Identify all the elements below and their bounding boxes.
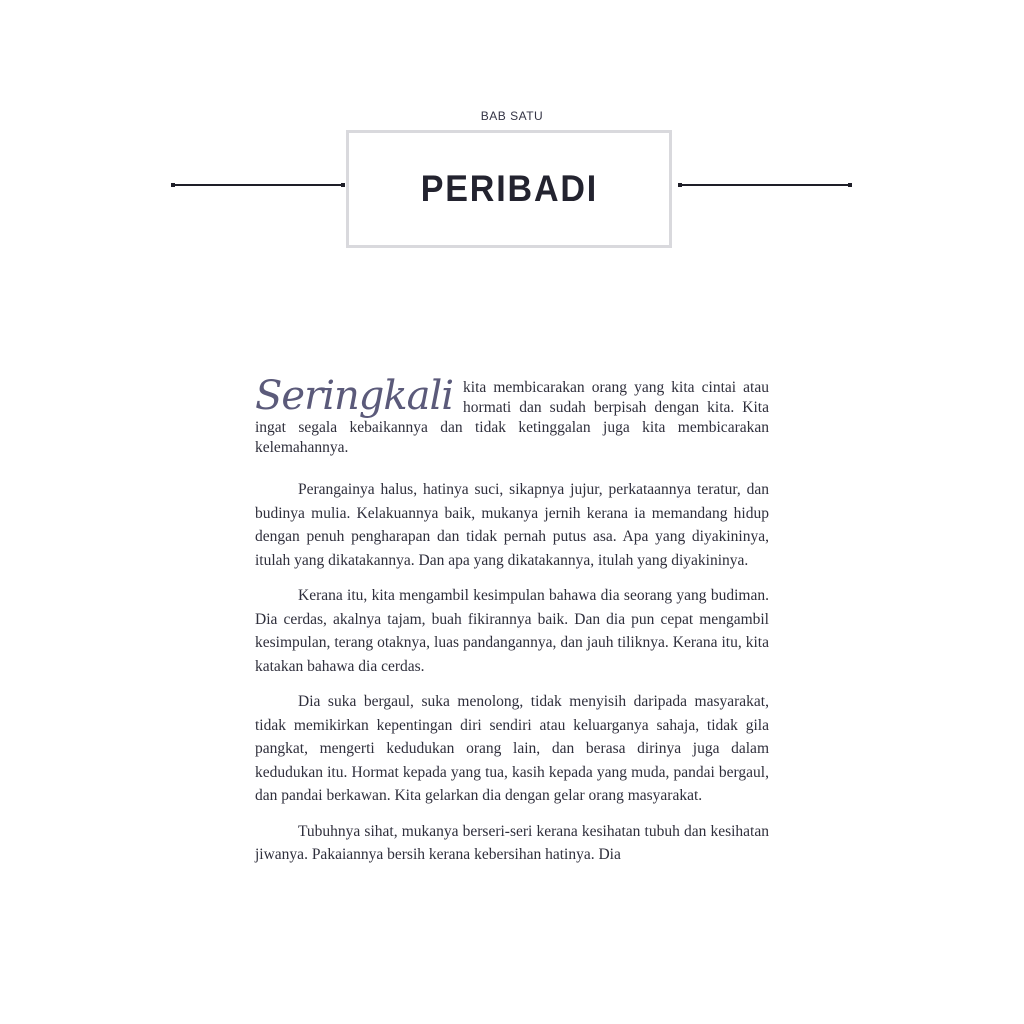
left-divider-line: [171, 184, 345, 186]
chapter-title: PERIBADI: [420, 168, 598, 209]
body-text: [255, 373, 769, 879]
paragraph: Dia suka bergaul, suka menolong, tidak menyisih daripada masyarakat, tidak memikirkan kepentingan diri sendiri atau keluarganya sahaja, tidak gila pangkat, mengerti kedudukan orang lain, dan berasa dirinya juga dalam kedudukan itu. Hormat kepada yang tua, kasih kepada yang muda, pandai bergaul, dan pandai berkawan. Kita gelarkan dia dengan gelar orang masyarakat.: [255, 693, 769, 804]
paragraph: Perangainya halus, hatinya suci, sikapnya jujur, perkataannya teratur, dan budinya mulia. Kelakuannya baik, mukanya jernih kerana ia memandang hidup dengan penuh pengharapan dan tidak pernah putus asa. Apa yang diyakininya, itulah yang dikatakannya. Dan apa yang dikatakannya, itulah yang diyakininya.: [255, 481, 769, 569]
right-divider-line: [678, 184, 852, 186]
paragraph: Tubuhnya sihat, mukanya berseri-seri kerana kesihatan tubuh dan kesihatan jiwanya. Pakaiannya bersih kerana kebersihan hatinya. Dia: [255, 822, 769, 863]
drop-cap-word: Seringkali: [255, 373, 454, 419]
chapter-label: BAB SATU: [480, 109, 544, 123]
paragraph: Kerana itu, kita mengambil kesimpulan bahawa dia seorang yang budiman. Dia cerdas, akalnya tajam, buah fikirannya baik. Dan dia pun cepat mengambil kesimpulan, terang otaknya, luas pandangannya, dan jauh tiliknya. Kerana itu, kita katakan bahawa dia cerdas.: [255, 587, 769, 675]
paragraph-text: kita membicarakan orang yang kita cintai atau hormati dan sudah berpisah dengan kita. Kita ingat segala kebaikannya dan tidak ketinggalan juga kita membicarakan kelemahannya.: [255, 379, 769, 456]
chapter-title-box: [346, 130, 672, 248]
paragraph: [255, 373, 769, 458]
